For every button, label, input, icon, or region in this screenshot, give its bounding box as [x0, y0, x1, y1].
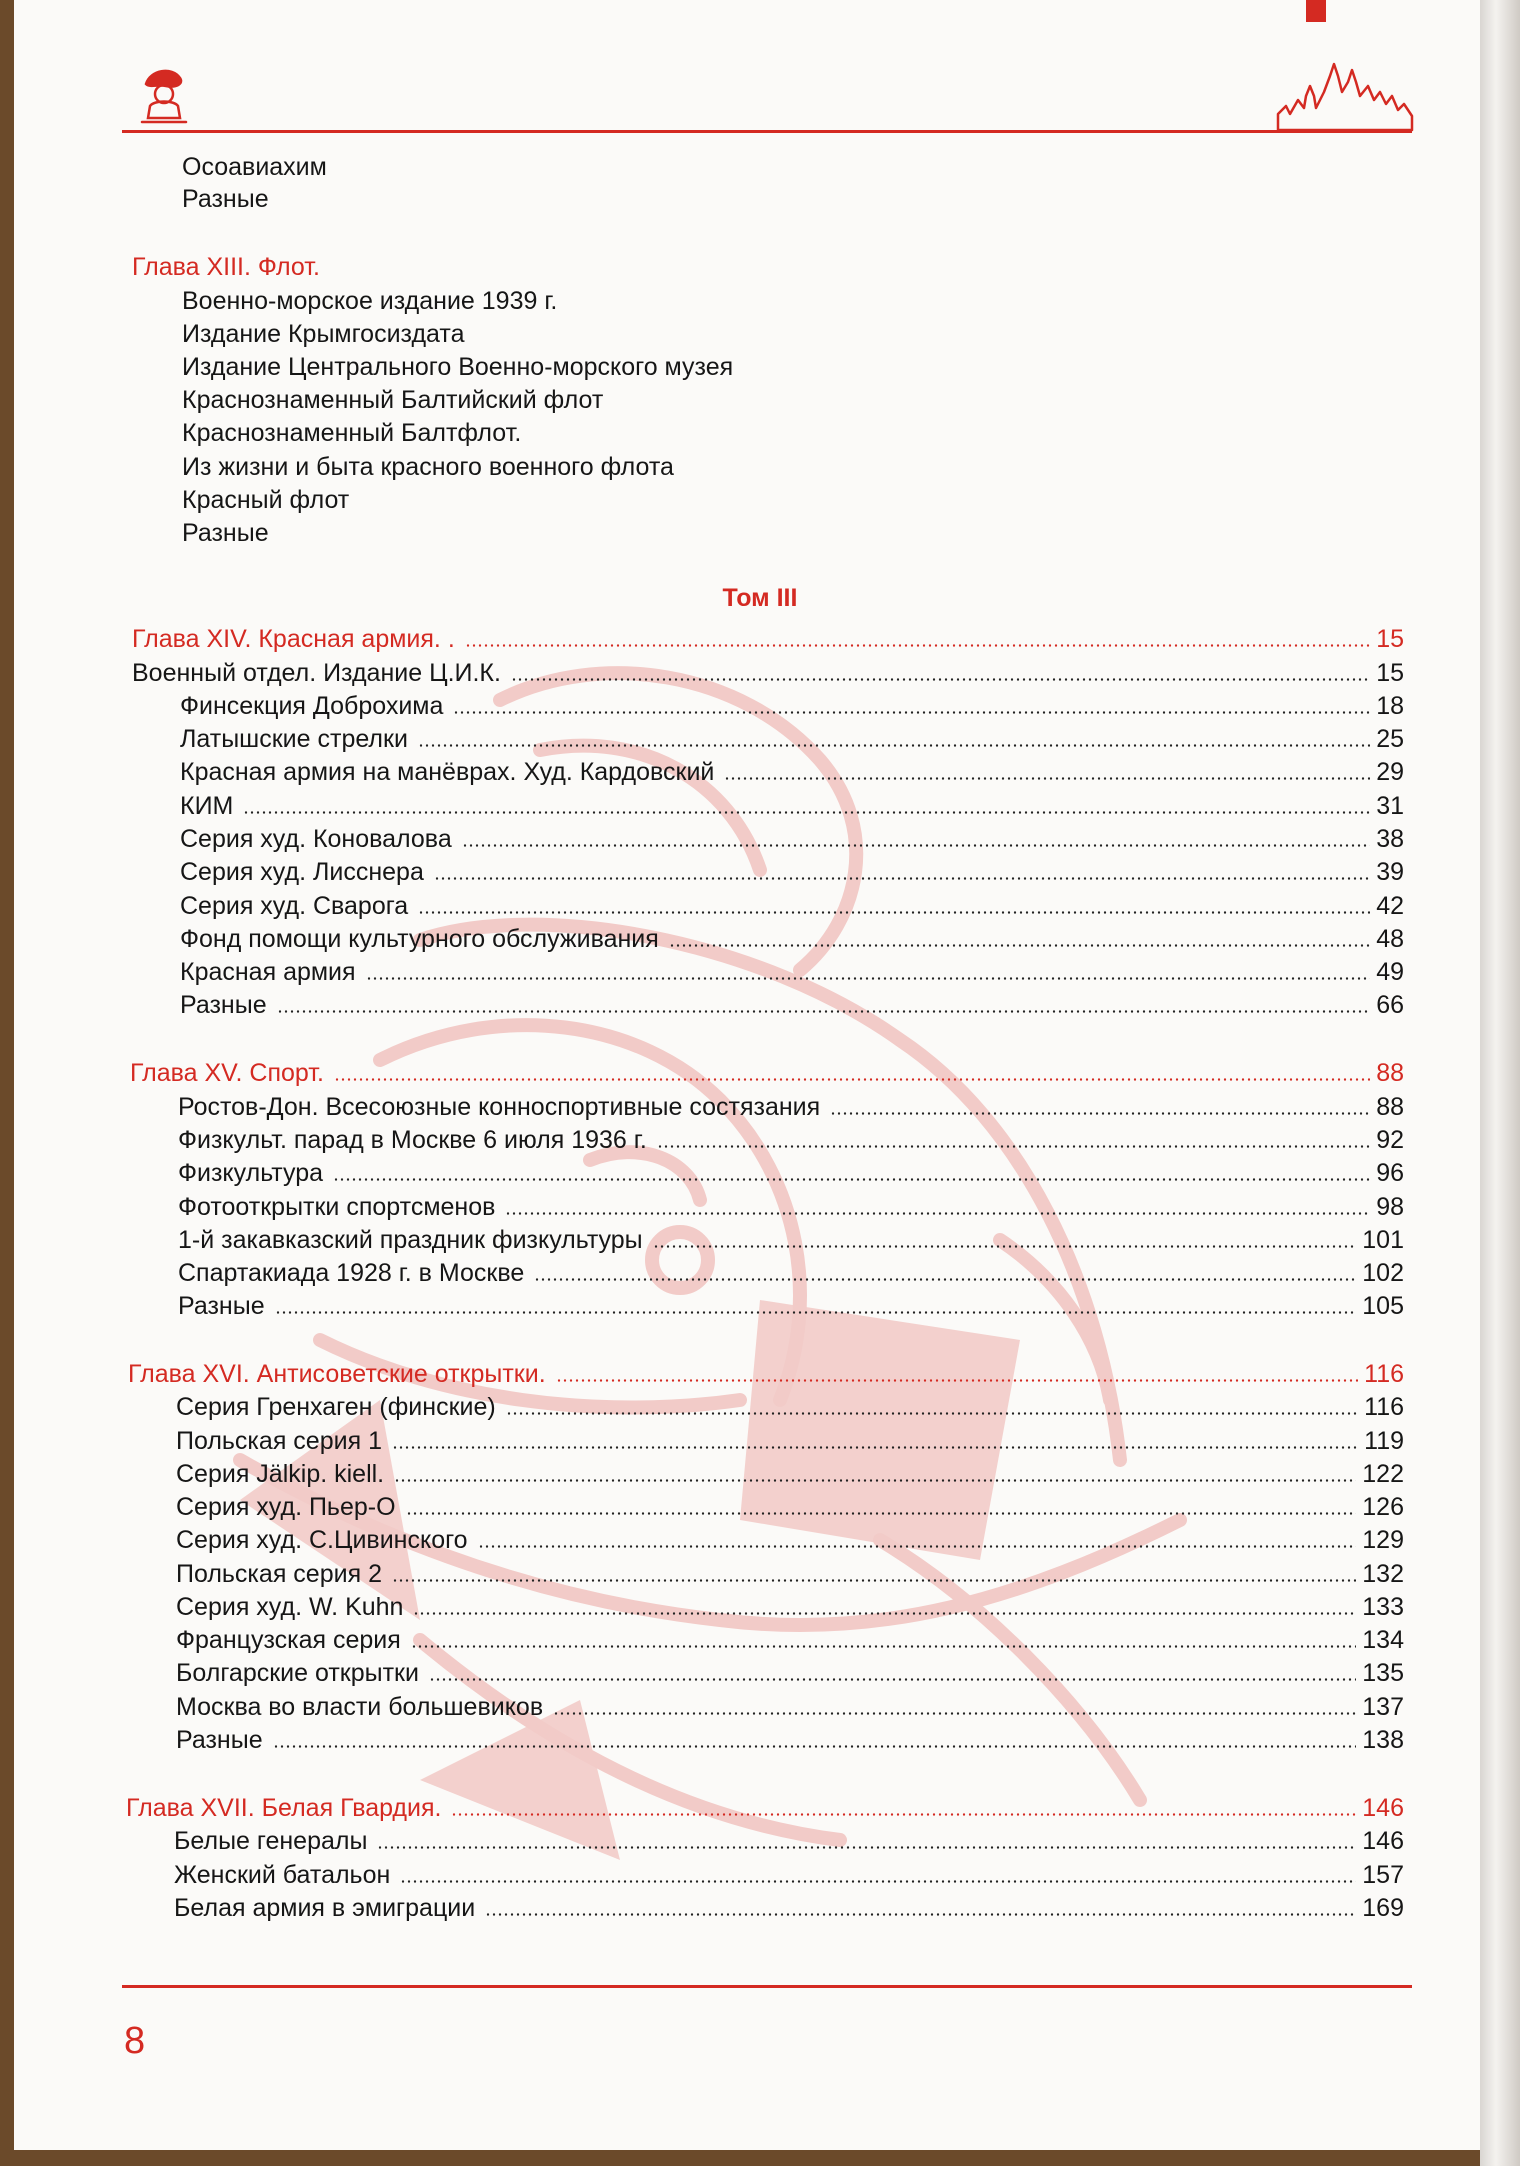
leader-dots [462, 844, 1370, 847]
page-ref: 146 [1362, 1794, 1404, 1822]
entry-label: КИМ [180, 792, 234, 820]
toc-entry [180, 688, 1404, 724]
entry-label: Финсекция Доброхима [180, 692, 444, 720]
list-item: Осоавиахим [182, 153, 327, 181]
leader-dots [534, 1278, 1356, 1281]
toc-entry [132, 655, 1404, 691]
leader-dots [400, 1880, 1356, 1883]
list-item: Разные [182, 185, 269, 213]
toc-entry [178, 1089, 1404, 1125]
toc-entry [180, 754, 1404, 790]
page-ref: 92 [1376, 1126, 1404, 1154]
toc-entry [176, 1522, 1404, 1558]
toc-entry [176, 1689, 1404, 1725]
toc-entry [176, 1556, 1404, 1592]
volume-heading: Том III [722, 584, 798, 612]
leader-dots [418, 911, 1370, 914]
leader-dots [485, 1913, 1356, 1916]
toc-entry [176, 1389, 1404, 1425]
toc-entry [176, 1722, 1404, 1758]
page-ref: 126 [1362, 1493, 1404, 1521]
leader-dots [453, 711, 1370, 714]
toc-entry [180, 987, 1404, 1023]
page-ref: 31 [1376, 792, 1404, 820]
toc-entry [174, 1890, 1404, 1926]
page-ref: 88 [1376, 1093, 1404, 1121]
entry-label: Серия худ. Сварога [180, 892, 409, 920]
list-item: Военно-морское издание 1939 г. [182, 287, 558, 315]
leader-dots [465, 644, 1370, 647]
leader-dots [478, 1545, 1357, 1548]
toc-entry [176, 1655, 1404, 1691]
page-ref: 88 [1376, 1059, 1404, 1087]
toc-entry [176, 1423, 1404, 1459]
list-item: Разные [182, 519, 269, 547]
toc-entry [174, 1857, 1404, 1893]
toc-entry [180, 821, 1404, 857]
entry-label: Физкульт. парад в Москве 6 июля 1936 г. [178, 1126, 647, 1154]
entry-label: Белая армия в эмиграции [174, 1894, 476, 1922]
leader-dots [451, 1813, 1356, 1816]
page-ref: 18 [1376, 692, 1404, 720]
toc-entry [178, 1122, 1404, 1158]
chapter-title: Глава XV. Спорт. [130, 1059, 324, 1087]
page-ref: 132 [1362, 1560, 1404, 1588]
leader-dots [506, 1412, 1358, 1415]
list-item: Красный флот [182, 486, 350, 514]
chapter-title: Глава XVII. Белая Гвардия. [126, 1794, 442, 1822]
entry-label: Латышские стрелки [180, 725, 408, 753]
toc-entry [176, 1622, 1404, 1658]
leader-dots [366, 977, 1371, 980]
entry-label: Болгарские открытки [176, 1659, 419, 1687]
page-ref: 39 [1376, 858, 1404, 886]
chapter-title: Глава XIII. Флот. [132, 253, 320, 281]
leader-dots [411, 1645, 1356, 1648]
entry-label: Серия худ. Пьер-О [176, 1493, 396, 1521]
chapter-title: Глава XVI. Антисоветские открытки. [128, 1360, 546, 1388]
page-ref: 15 [1376, 659, 1404, 687]
entry-label: Физкультура [178, 1159, 324, 1187]
entry-label: Военный отдел. Издание Ц.И.К. [132, 659, 501, 687]
toc-entry [180, 788, 1404, 824]
leader-dots [434, 877, 1370, 880]
page-ref: 122 [1362, 1460, 1404, 1488]
toc-entry [178, 1222, 1404, 1258]
page-ref: 29 [1376, 758, 1404, 786]
leader-dots [505, 1212, 1370, 1215]
entry-label: Красная армия на манёврах. Худ. Кардовский [180, 758, 715, 786]
toc-entry [178, 1255, 1404, 1291]
leader-dots [657, 1145, 1370, 1148]
page-ref: 135 [1362, 1659, 1404, 1687]
toc-entry [176, 1589, 1404, 1625]
entry-label: Польская серия 1 [176, 1427, 382, 1455]
chapter-entry [130, 1055, 1404, 1091]
leader-dots [392, 1579, 1356, 1582]
page-ref: 96 [1376, 1159, 1404, 1187]
list-item: Издание Крымгосиздата [182, 320, 465, 348]
chapter-entry [128, 1356, 1404, 1392]
entry-label: Серия худ. W. Kuhn [176, 1593, 404, 1621]
leader-dots [724, 777, 1370, 780]
list-item: Краснознаменный Балтфлот. [182, 419, 522, 447]
list-item: Из жизни и быта красного военного флота [182, 453, 674, 481]
toc-entry [180, 854, 1404, 890]
entry-label: Разные [176, 1726, 263, 1754]
leader-dots [830, 1112, 1370, 1115]
leader-dots [556, 1379, 1358, 1382]
leader-dots [553, 1712, 1356, 1715]
toc-entry [176, 1456, 1404, 1492]
leader-dots [273, 1745, 1357, 1748]
page-ref: 134 [1362, 1626, 1404, 1654]
leader-dots [277, 1010, 1371, 1013]
entry-label: Фонд помощи культурного обслуживания [180, 925, 659, 953]
page-ref: 169 [1362, 1894, 1404, 1922]
leader-dots [392, 1446, 1358, 1449]
entry-label: Серия худ. Коновалова [180, 825, 452, 853]
toc-entry [180, 721, 1404, 757]
entry-label: Ростов-Дон. Всесоюзные конноспортивные состязания [178, 1093, 821, 1121]
entry-label: Разные [178, 1292, 265, 1320]
page-ref: 102 [1362, 1259, 1404, 1287]
entry-label: Белые генералы [174, 1827, 368, 1855]
entry-label: Французская серия [176, 1626, 401, 1654]
page-ref: 137 [1362, 1693, 1404, 1721]
entry-label: Фотооткрытки спортсменов [178, 1193, 496, 1221]
leader-dots [669, 944, 1370, 947]
chapter-entry [126, 1790, 1404, 1826]
entry-label: Серия худ. Лисснера [180, 858, 424, 886]
page-ref: 101 [1362, 1226, 1404, 1254]
page-ref: 42 [1376, 892, 1404, 920]
entry-label: Москва во власти большевиков [176, 1693, 544, 1721]
leader-dots [511, 678, 1370, 681]
toc-entry [178, 1189, 1404, 1225]
page-ref: 138 [1362, 1726, 1404, 1754]
page-ref: 15 [1376, 625, 1404, 653]
page-ref: 129 [1362, 1526, 1404, 1554]
chapter-title: Глава XIV. Красная армия. . [132, 625, 455, 653]
entry-label: Женский батальон [174, 1861, 391, 1889]
toc-entry [176, 1489, 1404, 1525]
page-ref: 116 [1364, 1393, 1404, 1421]
page-number: 8 [124, 2020, 146, 2062]
toc-entry [180, 921, 1404, 957]
entry-label: Серия худ. С.Цивинского [176, 1526, 468, 1554]
page-ref: 38 [1376, 825, 1404, 853]
list-item: Издание Центрального Военно-морского музея [182, 353, 734, 381]
entry-label: Серия Гренхаген (финские) [176, 1393, 496, 1421]
leader-dots [243, 811, 1370, 814]
entry-label: Польская серия 2 [176, 1560, 382, 1588]
toc-entry [174, 1823, 1404, 1859]
leader-dots [413, 1612, 1356, 1615]
toc-entry [178, 1288, 1404, 1324]
page-ref: 66 [1376, 991, 1404, 1019]
entry-label: Серия Jälkip. kiell. [176, 1460, 385, 1488]
page-ref: 105 [1362, 1292, 1404, 1320]
list-item: Краснознаменный Балтийский флот [182, 386, 604, 414]
toc-entry [180, 888, 1404, 924]
chapter-entry [132, 621, 1404, 657]
leader-dots [653, 1245, 1357, 1248]
page-ref: 48 [1376, 925, 1404, 953]
leader-dots [275, 1311, 1357, 1314]
toc-entry [178, 1155, 1404, 1191]
leader-dots [334, 1078, 1370, 1081]
page-ref: 157 [1362, 1861, 1404, 1889]
toc-entry [180, 954, 1404, 990]
leader-dots [429, 1678, 1356, 1681]
page-ref: 133 [1362, 1593, 1404, 1621]
entry-label: Красная армия [180, 958, 356, 986]
entry-label: Разные [180, 991, 267, 1019]
leader-dots [333, 1178, 1370, 1181]
page-ref: 98 [1376, 1193, 1404, 1221]
page-ref: 25 [1376, 725, 1404, 753]
entry-label: Спартакиада 1928 г. в Москве [178, 1259, 525, 1287]
leader-dots [406, 1512, 1357, 1515]
page-ref: 116 [1364, 1360, 1404, 1388]
page-ref: 146 [1362, 1827, 1404, 1855]
entry-label: 1-й закавказский праздник физкультуры [178, 1226, 643, 1254]
leader-dots [377, 1846, 1356, 1849]
leader-dots [394, 1479, 1356, 1482]
leader-dots [418, 744, 1370, 747]
page-ref: 119 [1364, 1427, 1404, 1455]
page-ref: 49 [1376, 958, 1404, 986]
